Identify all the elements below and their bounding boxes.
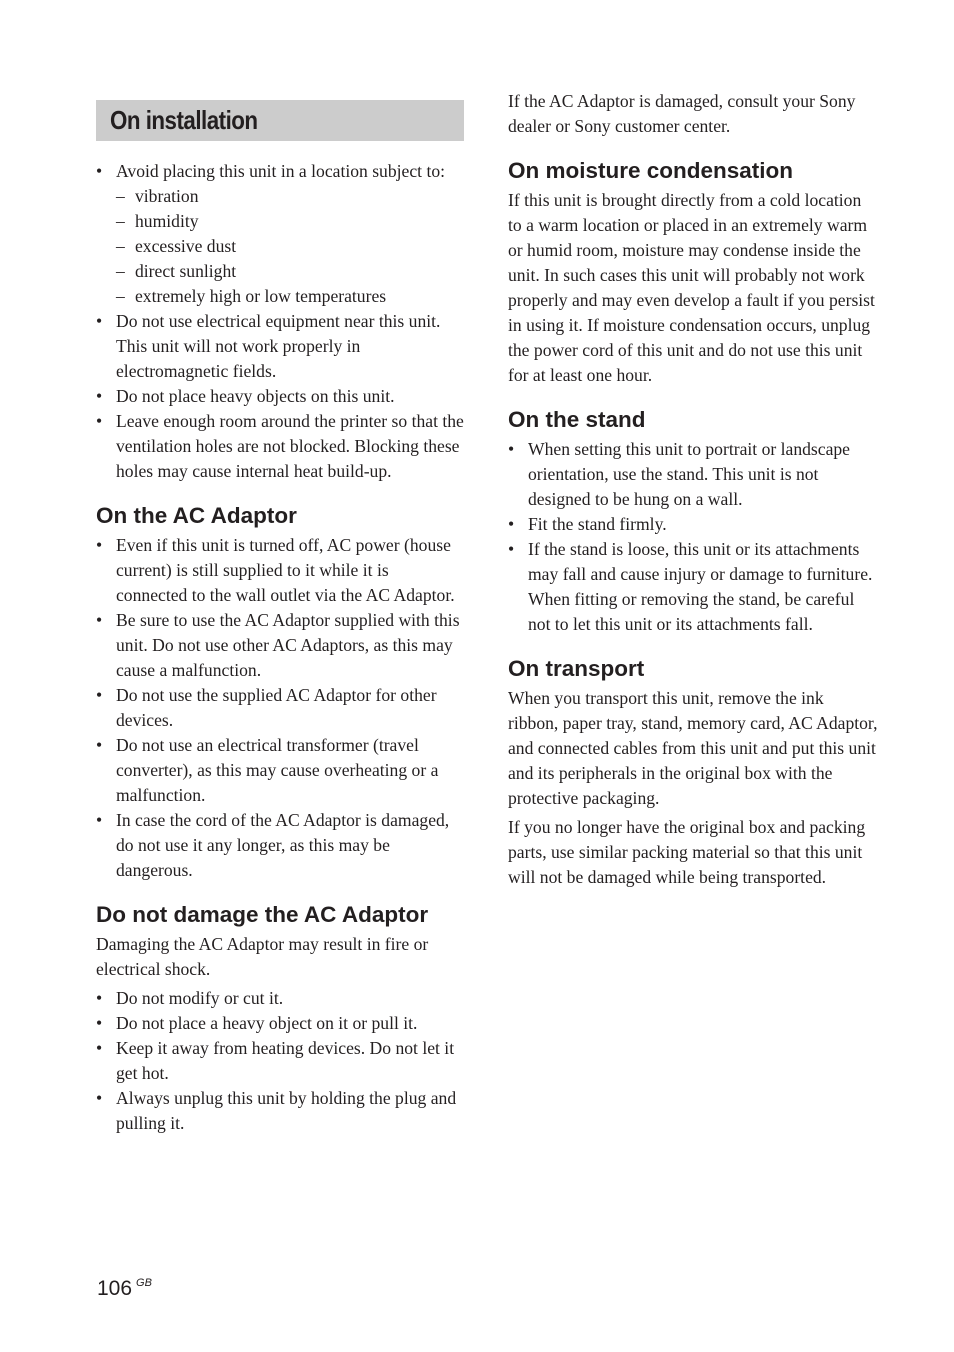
list-item: • Leave enough room around the printer so that the ventilation holes are not blocked. Blocking these holes may cause internal heat build-up.: [96, 409, 464, 484]
stand-list: [508, 437, 878, 637]
list-item: • Be sure to use the AC Adaptor supplied with this unit. Do not use other AC Adaptors, as this may cause a malfunction.: [96, 608, 464, 683]
page-region-code: GB: [136, 1277, 152, 1289]
right-column: [508, 89, 878, 890]
section-heading: On transport: [508, 656, 645, 681]
list-item: • Do not use the supplied AC Adaptor for other devices.: [96, 683, 464, 733]
list-item: • Even if this unit is turned off, AC power (house current) is still supplied to it while it is connected to the wall outlet via the AC Adaptor.: [96, 533, 464, 608]
page-footer: [97, 1277, 152, 1301]
section-banner: [96, 100, 464, 141]
list-item: • Do not use an electrical transformer (travel converter), as this may cause overheating or a malfunction.: [96, 733, 464, 808]
continuation-text: If the AC Adaptor is damaged, consult your Sony dealer or Sony customer center.: [508, 91, 856, 136]
section-heading: Do not damage the AC Adaptor: [96, 902, 429, 927]
list-item: • Keep it away from heating devices. Do not let it get hot.: [96, 1036, 464, 1086]
section-intro: Damaging the AC Adaptor may result in fire or electrical shock.: [96, 934, 429, 979]
list-item: • Fit the stand firmly.: [508, 512, 878, 537]
list-item: • Always unplug this unit by holding the plug and pulling it.: [96, 1086, 464, 1136]
do-not-damage-list: [96, 986, 464, 1136]
section-heading: On the stand: [508, 407, 646, 432]
left-column: [96, 90, 464, 1136]
installation-list: [96, 159, 464, 484]
list-item: • Do not use electrical equipment near this unit. This unit will not work properly in electromagnetic fields.: [96, 309, 464, 384]
list-item: [508, 537, 878, 637]
section-heading: On moisture condensation: [508, 158, 794, 183]
list-item: • When setting this unit to portrait or landscape orientation, use the stand. This unit is not designed to be hung on a wall.: [508, 437, 878, 512]
list-item: • Do not modify or cut it.: [96, 986, 464, 1011]
list-item-note: When fitting or removing the stand, be careful not to let this unit or its attachments fall.: [528, 589, 855, 634]
sublist-item: – extremely high or low temperatures: [116, 284, 464, 309]
section-body: If you no longer have the original box and packing parts, use similar packing material so that this unit will not be damaged while being transported.: [508, 817, 866, 887]
condition-sublist: [116, 184, 464, 309]
list-item-text: Avoid placing this unit in a location subject to:: [116, 161, 446, 181]
sublist-item: – excessive dust: [116, 234, 464, 259]
list-item: • Do not place heavy objects on this unit.: [96, 384, 464, 409]
list-item: • In case the cord of the AC Adaptor is damaged, do not use it any longer, as this may be dangerous.: [96, 808, 464, 883]
page-number: 106: [97, 1277, 133, 1300]
page-title: On installation: [110, 105, 258, 135]
list-item: [96, 159, 464, 309]
sublist-item: – direct sunlight: [116, 259, 464, 284]
section-heading: On the AC Adaptor: [96, 503, 297, 528]
list-item-text: • If the stand is loose, this unit or its attachments may fall and cause injury or damage to furniture.: [528, 539, 873, 584]
list-item: • Do not place a heavy object on it or pull it.: [96, 1011, 464, 1036]
sublist-item: – vibration: [116, 184, 464, 209]
section-body: If this unit is brought directly from a cold location to a warm location or placed in an extremely warm or humid room, moisture may condense inside the unit. In such cases this unit will probably not work properly and may even develop a fault if you persist in using it. If moisture condensation occurs, unplug the power cord of this unit and do not use this unit for at least one hour.: [508, 190, 875, 385]
section-body: When you transport this unit, remove the ink ribbon, paper tray, stand, memory card, AC Adaptor, and connected cables from this unit and put this unit and its peripherals in the original box with the protective packaging.: [508, 688, 878, 808]
ac-adaptor-list: [96, 533, 464, 883]
sublist-item: – humidity: [116, 209, 464, 234]
